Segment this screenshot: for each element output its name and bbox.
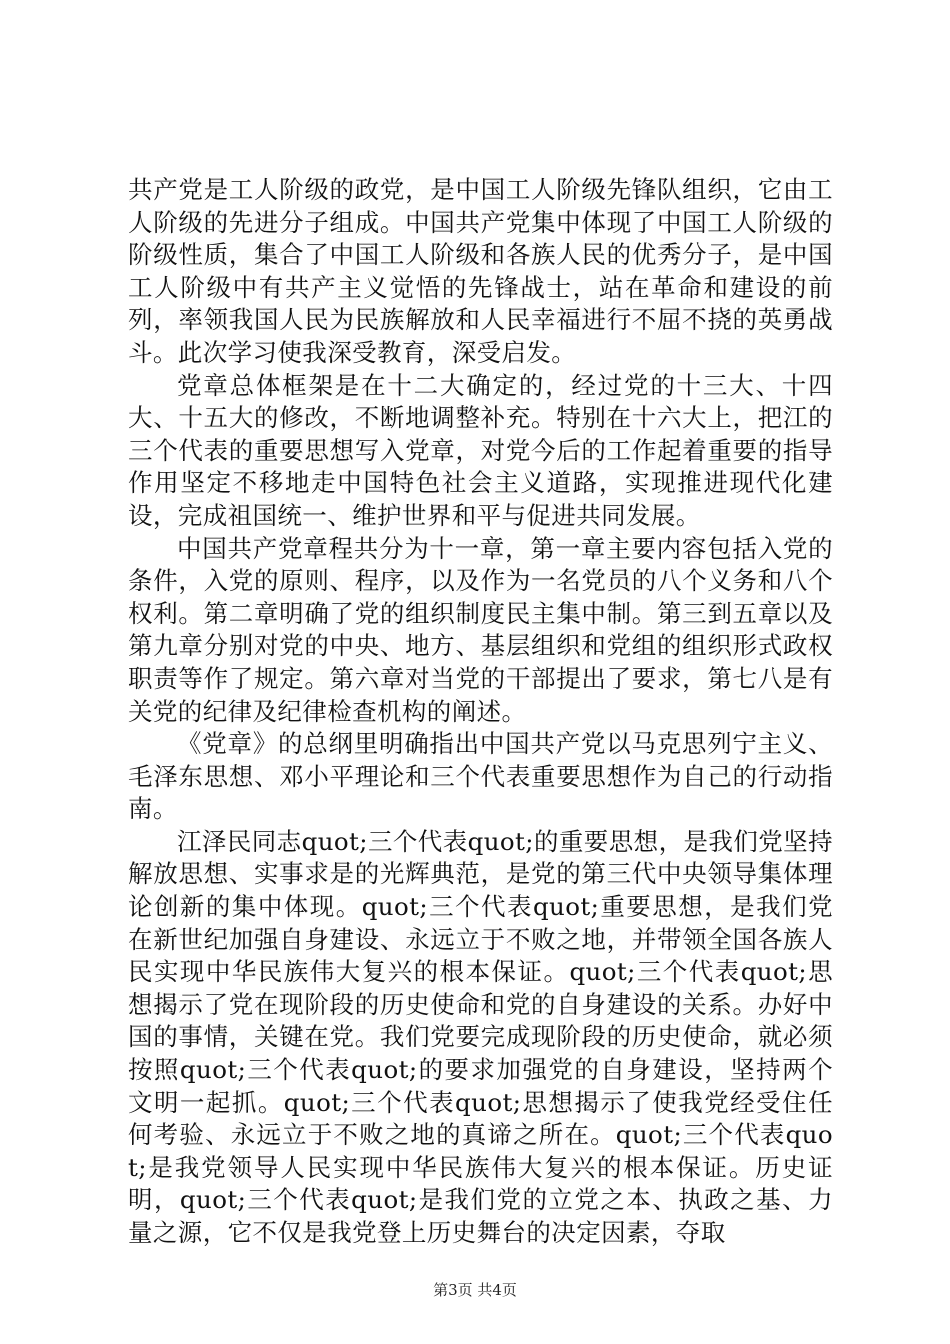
document-body — [128, 174, 833, 1250]
paragraph-4: 《党章》的总纲里明确指出中国共产党以马克思列宁主义、毛泽东思想、邓小平理论和三个代表重要思想作为自己的行动指南。 — [128, 729, 833, 824]
paragraph-2: 党章总体框架是在十二大确定的，经过党的十三大、十四大、十五大的修改，不断地调整补充。特别在十六大上，把江的三个代表的重要思想写入党章，对党今后的工作起着重要的指导作用坚定不移地走中国特色社会主义道路，实现推进现代化建设，完成祖国统一、维护世界和平与促进共同发展。 — [128, 370, 833, 530]
paragraph-1: 共产党是工人阶级的政党，是中国工人阶级先锋队组织，它由工人阶级的先进分子组成。中国共产党集中体现了中国工人阶级的阶级性质，集合了中国工人阶级和各族人民的优秀分子，是中国工人阶级中有共产主义觉悟的先锋战士，站在革命和建设的前列，率领我国人民为民族解放和人民幸福进行不屈不挠的英勇战斗。此次学习使我深受教育，深受启发。 — [128, 175, 833, 367]
paragraph-3: 中国共产党章程共分为十一章，第一章主要内容包括入党的条件，入党的原则、程序，以及作为一名党员的八个义务和八个权利。第二章明确了党的组织制度民主集中制。第三到五章以及第九章分别对党的中央、地方、基层组织和党组的组织形式政权职责等作了规定。第六章对当党的干部提出了要求，第七八是有关党的纪律及纪律检查机构的阐述。 — [128, 533, 833, 726]
page-footer: 第3页 共4页 — [433, 1281, 517, 1299]
paragraph-5: 江泽民同志quot;三个代表quot;的重要思想，是我们党坚持解放思想、实事求是的光辉典范，是党的第三代中央领导集体理论创新的集中体现。quot;三个代表quot;重要思想，是我们党在新世纪加强自身建设、永远立于不败之地，并带领全国各族人民实现中华民族伟大复兴的根本保证。quot;三个代表quot;思想揭示了党在现阶段的历史使命和党的自身建设的关系。办好中国的事情，关键在党。我们党要完成现阶段的历史使命，就必须按照quot;三个代表quot;的要求加强党的自身建设，坚持两个文明一起抓。quot;三个代表quot;思想揭示了使我党经受住任何考验、永远立于不败之地的真谛之所在。quot;三个代表quot;是我党领导人民实现中华民族伟大复兴的根本保证。历史证明，quot;三个代表quot;是我们党的立党之本、执政之基、力量之源，它不仅是我党登上历史舞台的决定因素，夺取 — [128, 826, 833, 1247]
